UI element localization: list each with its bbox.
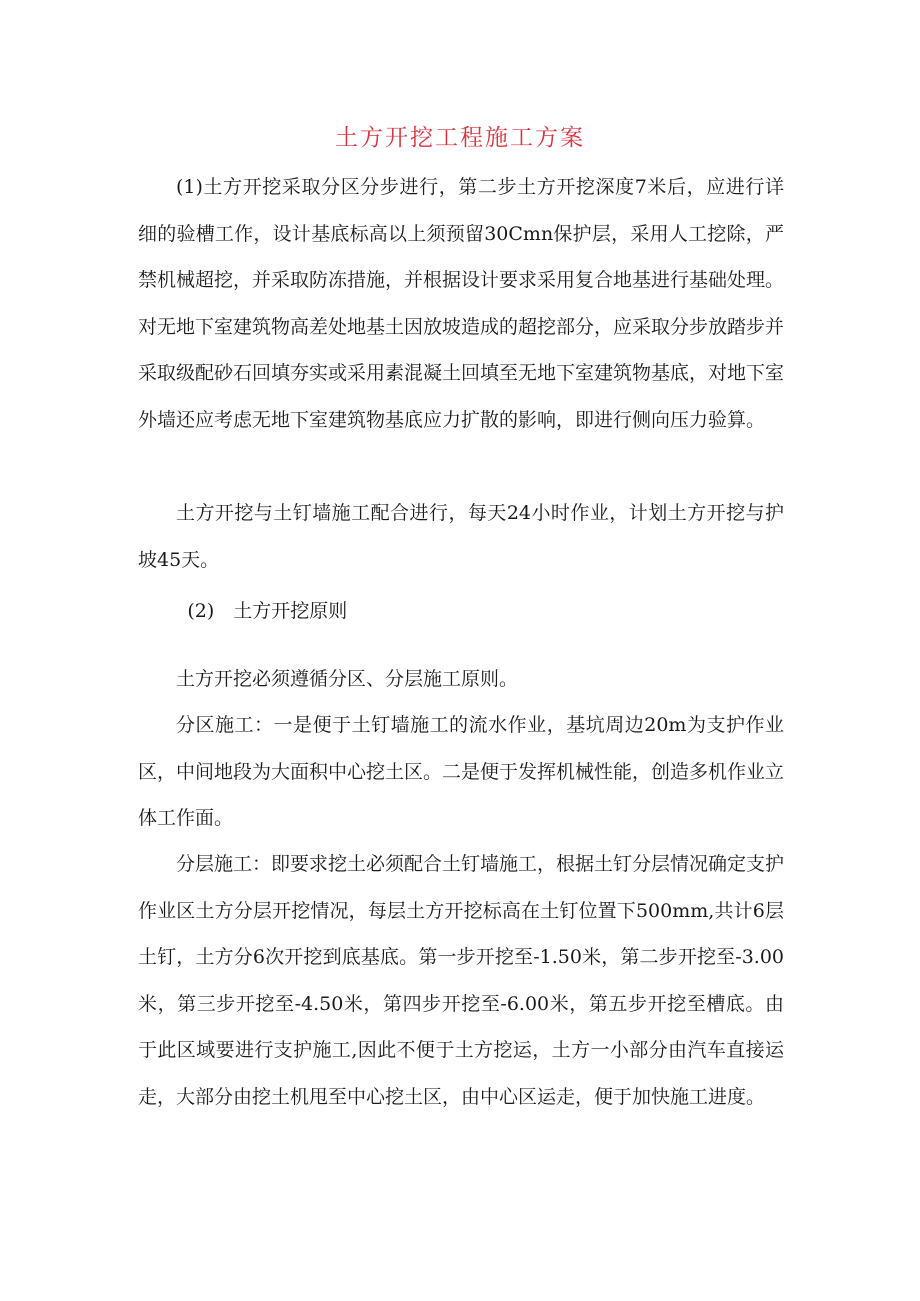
paragraph-schedule: 土方开挖与土钉墙施工配合进行，每天24小时作业，计划土方开挖与护坡45天。 <box>138 502 784 571</box>
paragraph-principle-summary: 土方开挖必须遵循分区、分层施工原则。 <box>176 668 519 690</box>
section-heading-principles: (2) 土方开挖原则 <box>187 600 348 622</box>
document-title: 土方开挖工程施工方案 <box>335 125 585 151</box>
paragraph-excavation-steps: (1)土方开挖采取分区分步进行，第二步土方开挖深度7米后，应进行详细的验槽工作，设计基底标高以上须预留30Cmn保护层，采用人工挖除，严禁机械超挖，并采取防冻措施，并根据设计要求采用复合地基进行基础处理。对无地下室建筑物高差处地基土因放坡造成的超挖部分，应采取分步放踏步并采取级配砂石回填夯实或采用素混凝土回填至无地下室建筑物基底，对地下室外墙还应考虑无地下室建筑物基底应力扩散的影响，即进行侧向压力验算。 <box>138 176 785 431</box>
paragraph-layered-construction: 分层施工：即要求挖土必须配合土钉墙施工，根据土钉分层情况确定支护作业区土方分层开挖情况，每层土方开挖标高在土钉位置下500mm,共计6层土钉，土方分6次开挖到底基底。第一步开挖至-1.50米，第二步开挖至-3.00米，第三步开挖至-4.50米，第四步开挖至-6.00米，第五步开挖至槽底。由于此区域要进行支护施工,因此不便于土方挖运，土方一小部分由汽车直接运走，大部分由挖土机甩至中心挖土区，由中心区运走，便于加快施工进度。 <box>138 853 785 1108</box>
paragraph-zoned-construction: 分区施工：一是便于土钉墙施工的流水作业，基坑周边20m为支护作业区，中间地段为大面积中心挖土区。二是便于发挥机械性能，创造多机作业立体工作面。 <box>138 714 785 829</box>
